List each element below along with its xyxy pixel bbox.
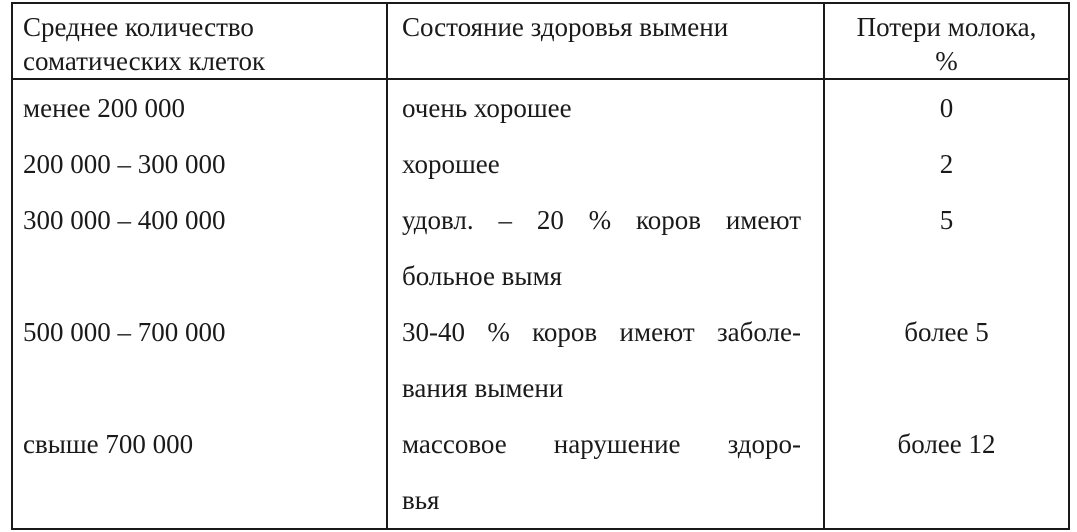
cell-milk-loss: более 12 <box>824 416 1069 529</box>
cell-milk-loss: 0 <box>824 79 1069 136</box>
cell-line: 30-40 % коров имеют заболе- <box>402 317 801 347</box>
somatic-cells-table <box>11 2 1070 530</box>
cell-line: очень хорошее <box>402 93 572 123</box>
table-row <box>12 416 1069 529</box>
header-line: соматических клеток <box>23 46 266 76</box>
cell-line: массовое нарушение здоро- <box>402 429 801 459</box>
cell-udder-state <box>387 304 824 416</box>
table-row <box>12 192 1069 304</box>
cell-udder-state <box>387 136 824 192</box>
cell-cell-count: 500 000 – 700 000 <box>12 304 387 416</box>
table-row <box>12 304 1069 416</box>
cell-milk-loss: более 5 <box>824 304 1069 416</box>
somatic-cells-table-container <box>11 2 1068 521</box>
table-row <box>12 79 1069 136</box>
header-line: Среднее количество <box>23 12 254 42</box>
header-somatic-cell-count <box>12 3 387 79</box>
cell-line: больное вымя <box>402 261 563 291</box>
header-milk-loss <box>824 3 1069 79</box>
cell-milk-loss: 5 <box>824 192 1069 304</box>
table-header-row <box>12 3 1069 79</box>
cell-udder-state <box>387 416 824 529</box>
cell-line: вья <box>402 485 440 515</box>
cell-line: удовл. – 20 % коров имеют <box>402 205 801 235</box>
table-row <box>12 136 1069 192</box>
cell-milk-loss: 2 <box>824 136 1069 192</box>
cell-udder-state <box>387 192 824 304</box>
header-line: Потери молока, <box>856 12 1037 42</box>
header-line: Состояние здоровья вымени <box>402 12 729 42</box>
cell-line: хорошее <box>402 149 500 179</box>
cell-cell-count: 300 000 – 400 000 <box>12 192 387 304</box>
cell-line: вания вымени <box>402 373 564 403</box>
header-line: % <box>935 46 958 76</box>
cell-cell-count: 200 000 – 300 000 <box>12 136 387 192</box>
cell-cell-count: менее 200 000 <box>12 79 387 136</box>
cell-udder-state <box>387 79 824 136</box>
header-udder-health <box>387 3 824 79</box>
cell-cell-count: свыше 700 000 <box>12 416 387 529</box>
